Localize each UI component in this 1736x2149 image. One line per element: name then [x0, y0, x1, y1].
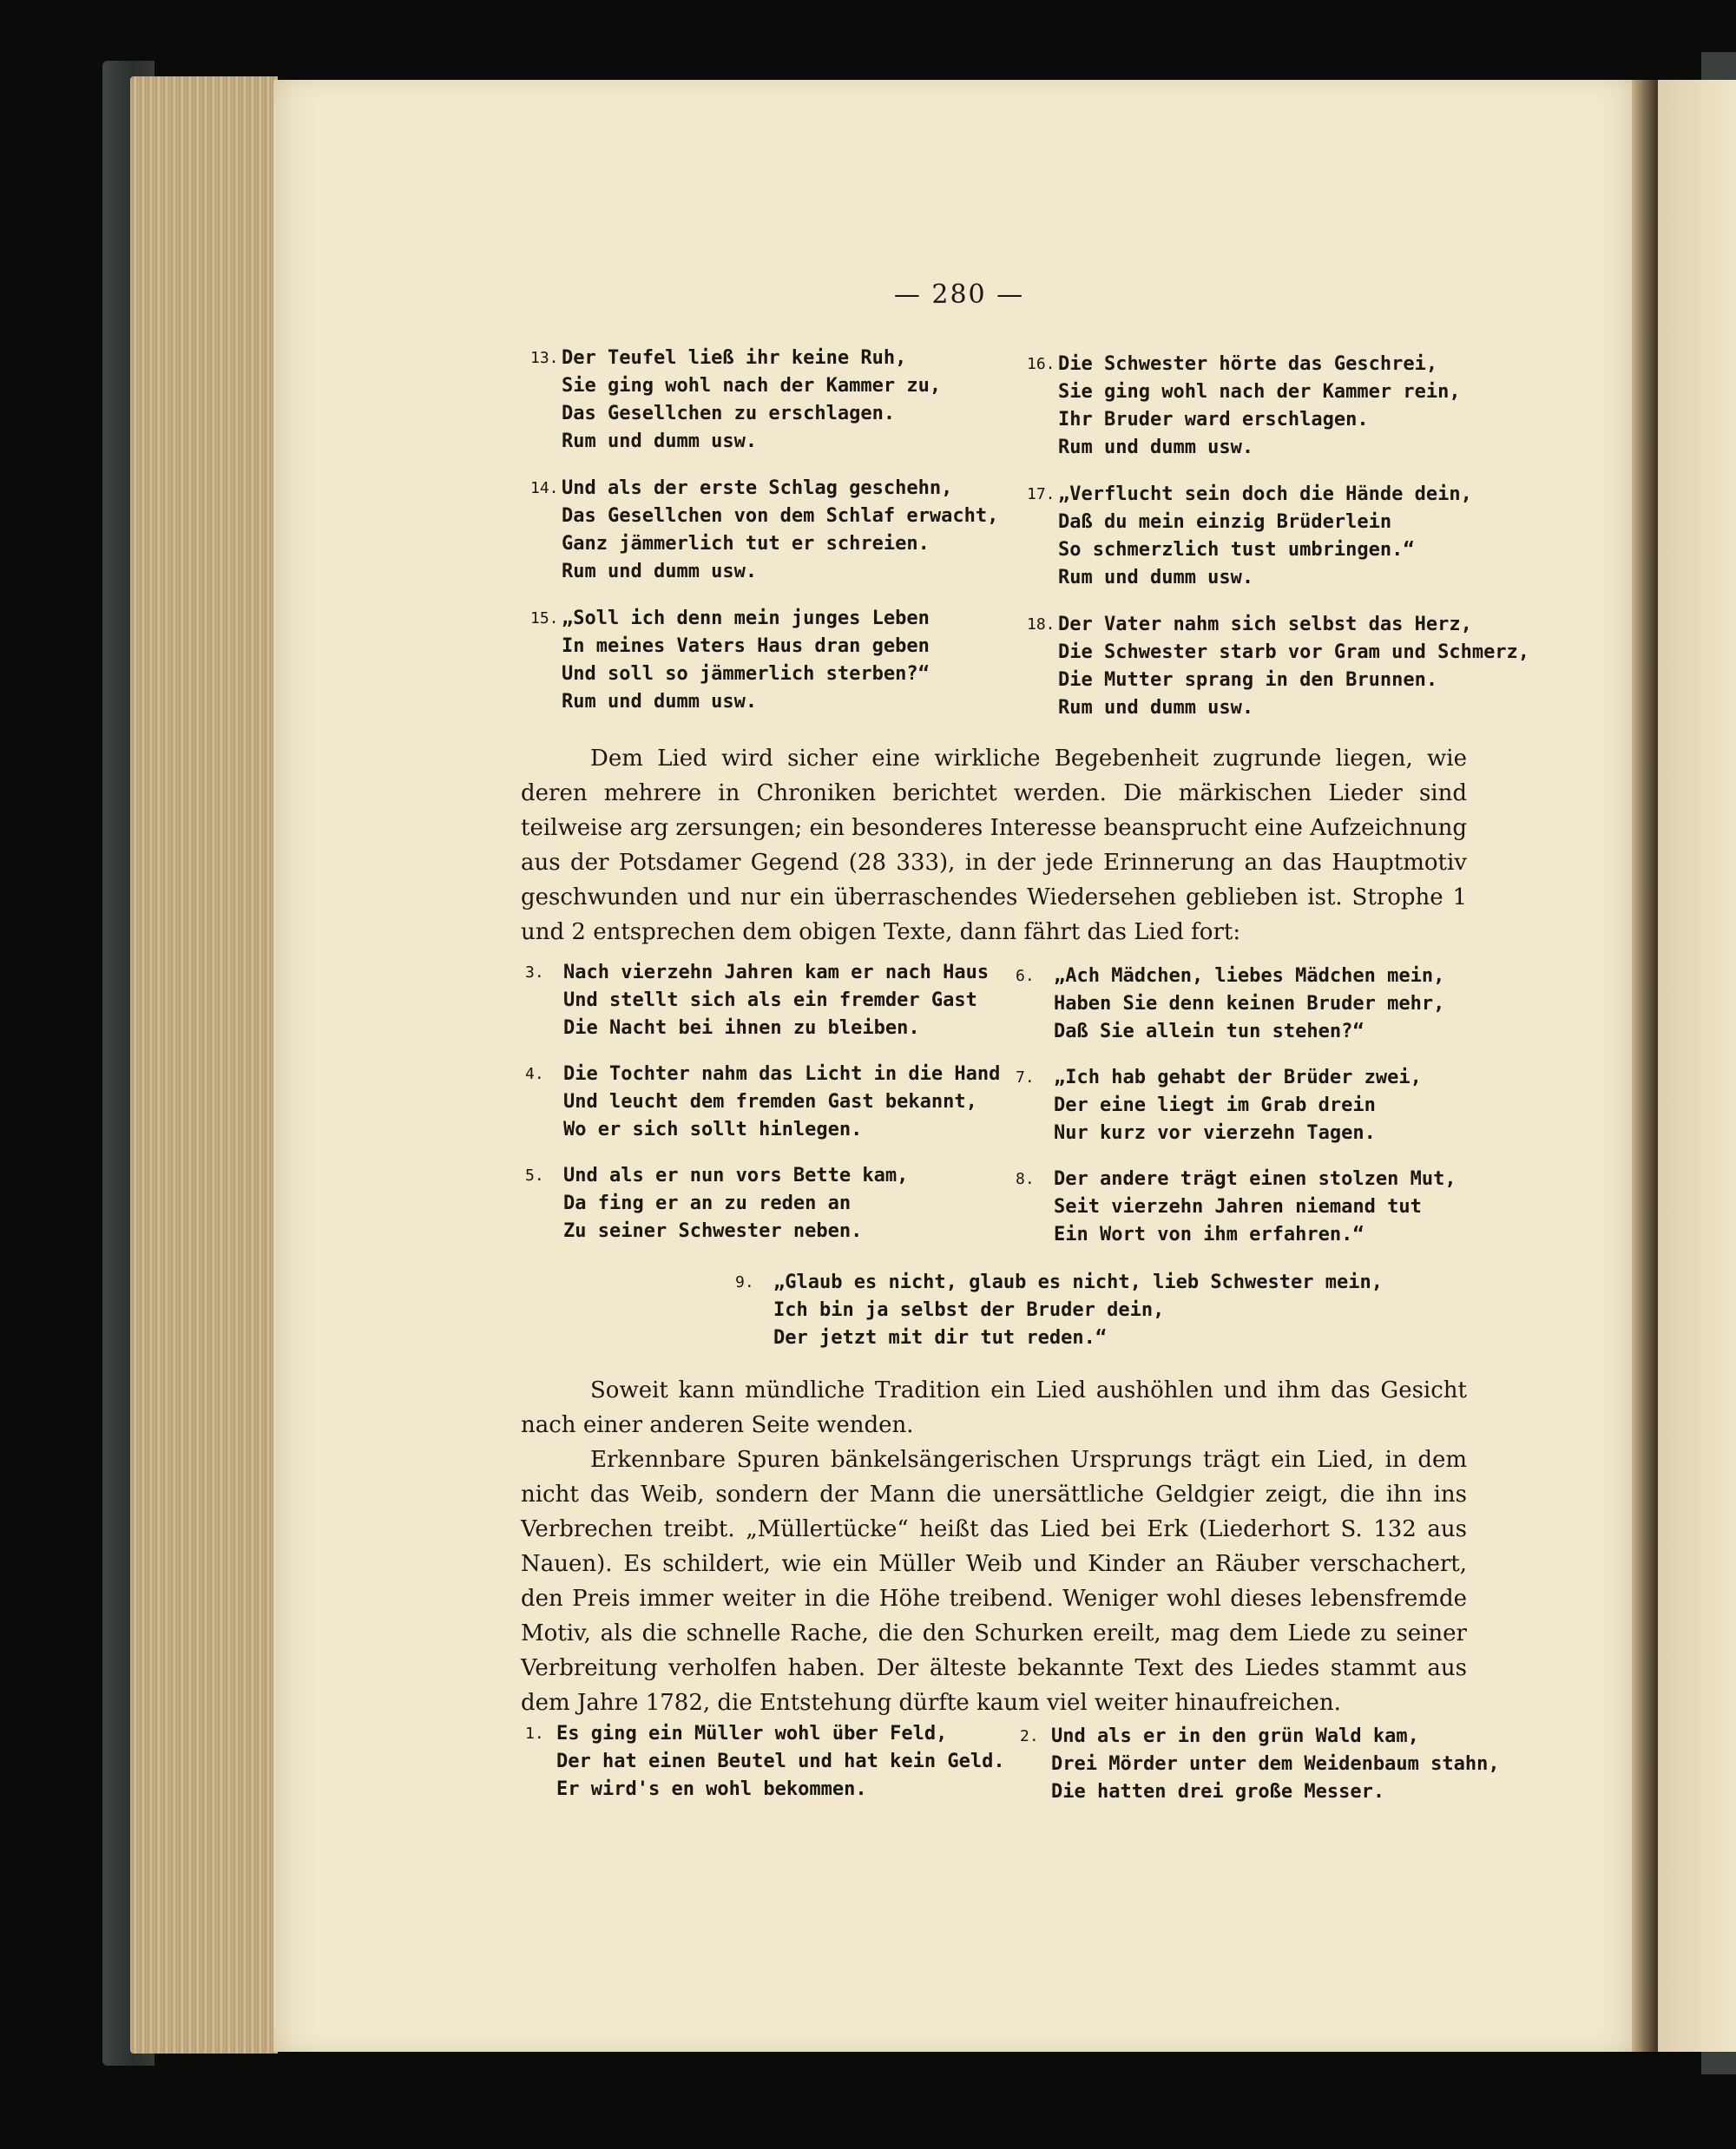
- verse-line: Rum und dumm usw.: [562, 561, 758, 582]
- paragraph-text: Dem Lied wird sicher eine wirkliche Begebenheit zugrunde liegen, wie deren mehrere in Chroniken berichtet werden. Die märkischen Lieder sind teilweise arg zersungen; ein besonderes Interesse beansprucht eine Aufzeichnung aus der Potsdamer Gegend (28 333), in der jede Erinnerung an das Hauptmotiv geschwunden und nur ein überraschendes Wiedersehen geblieben ist. Strophe 1 und 2 entsprechen dem obigen Texte, dann fährt das Lied fort:: [521, 746, 1467, 945]
- verse-line: Die Schwester starb vor Gram und Schmerz,: [1058, 641, 1530, 663]
- verse-line: Rum und dumm usw.: [562, 691, 758, 713]
- stanza-number: 8.: [1016, 1170, 1035, 1188]
- verse-line: Rum und dumm usw.: [1058, 567, 1254, 588]
- stanza-4: [525, 1061, 1011, 1144]
- verse-line: Wo er sich sollt hinlegen.: [563, 1119, 863, 1140]
- verse-line: Der hat einen Beutel und hat kein Geld.: [556, 1751, 1005, 1772]
- verse-line: Haben Sie denn keinen Bruder mehr,: [1054, 993, 1445, 1015]
- stanza-number: 9.: [735, 1273, 754, 1291]
- paragraph-3: [521, 1443, 1467, 1720]
- stanza-number: 5.: [525, 1167, 544, 1185]
- stanza-number: 6.: [1016, 967, 1035, 985]
- stanza-number: 4.: [525, 1065, 544, 1083]
- verse-line: Rum und dumm usw.: [1058, 697, 1254, 719]
- verse-line: „Soll ich denn mein junges Leben: [562, 608, 930, 629]
- stanza-number: 1.: [525, 1725, 544, 1743]
- stanza-number: 16.: [1027, 355, 1055, 373]
- verse-line: Nach vierzehn Jahren kam er nach Haus: [563, 962, 990, 983]
- verse-line: Und als der erste Schlag geschehn,: [562, 477, 953, 499]
- stanza-bottom-2: [1020, 1723, 1506, 1806]
- verse-line: Ein Wort von ihm erfahren.“: [1054, 1224, 1364, 1245]
- stanza-14: [530, 475, 1016, 586]
- page-edges: [130, 76, 278, 2054]
- verse-line: Das Gesellchen von dem Schlaf erwacht,: [562, 505, 999, 527]
- stanza-15: [530, 605, 1016, 716]
- stanza-13: [530, 345, 1016, 456]
- stanza-bottom-1: [525, 1720, 1011, 1804]
- page-number: — 280 —: [893, 279, 1025, 310]
- paragraph-1: [521, 741, 1467, 950]
- stanza-9: [735, 1269, 1383, 1352]
- stanza-5: [525, 1162, 1011, 1245]
- verse-line: So schmerzlich tust umbringen.“: [1058, 539, 1415, 561]
- stanza-7: [1016, 1064, 1502, 1147]
- verse-line: Die hatten drei große Messer.: [1051, 1781, 1385, 1803]
- paragraph-text: Erkennbare Spuren bänkelsängerischen Ursprungs trägt ein Lied, in dem nicht das Weib, sondern der Mann die unersättliche Geldgier zeigt, die ihn ins Verbrechen treibt. „Müllertücke“ heißt das Lied bei Erk (Liederhort S. 132 aus Nauen). Es schildert, wie ein Müller Weib und Kinder an Räuber verschachert, den Preis immer weiter in die Höhe treibend. Weniger wohl dieses lebensfremde Motiv, als die schnelle Rache, die den Schurken ereilt, mag dem Liede zu seiner Verbreitung verholfen haben. Der älteste bekannte Text des Liedes stammt aus dem Jahre 1782, die Entstehung dürfte kaum viel weiter hinaufreichen.: [521, 1447, 1467, 1716]
- verse-line: Und leucht dem fremden Gast bekannt,: [563, 1091, 977, 1113]
- verse-line: „Ach Mädchen, liebes Mädchen mein,: [1054, 965, 1445, 987]
- verse-line: „Ich hab gehabt der Brüder zwei,: [1054, 1067, 1422, 1088]
- stanza-8: [1016, 1166, 1502, 1249]
- verse-line: Der Vater nahm sich selbst das Herz,: [1058, 614, 1472, 635]
- verse-line: Die Schwester hörte das Geschrei,: [1058, 353, 1438, 375]
- stanza-number: 3.: [525, 963, 544, 982]
- stanza-number: 15.: [530, 609, 559, 628]
- verse-line: Der Teufel ließ ihr keine Ruh,: [562, 347, 907, 369]
- stanza-6: [1016, 963, 1502, 1046]
- stanza-number: 2.: [1020, 1727, 1039, 1745]
- verse-line: Sie ging wohl nach der Kammer zu,: [562, 375, 942, 397]
- paragraph-text: Soweit kann mündliche Tradition ein Lied aushöhlen und ihm das Gesicht nach einer anderen Seite wenden.: [521, 1377, 1467, 1438]
- verse-line: Der andere trägt einen stolzen Mut,: [1054, 1168, 1457, 1190]
- stanza-number: 7.: [1016, 1068, 1035, 1087]
- verse-line: Daß Sie allein tun stehen?“: [1054, 1021, 1364, 1042]
- book-page: [273, 80, 1645, 2052]
- verse-line: Der eine liegt im Grab drein: [1054, 1094, 1376, 1116]
- verse-line: Ich bin ja selbst der Bruder dein,: [773, 1299, 1165, 1321]
- stanza-18: [1027, 611, 1530, 722]
- stanza-number: 18.: [1027, 615, 1055, 634]
- verse-line: Und stellt sich als ein fremder Gast: [563, 989, 977, 1011]
- facing-page: [1656, 80, 1736, 2052]
- verse-line: Seit vierzehn Jahren niemand tut: [1054, 1196, 1422, 1218]
- verse-line: Und als er in den grün Wald kam,: [1051, 1725, 1419, 1747]
- verse-line: Die Mutter sprang in den Brunnen.: [1058, 669, 1438, 691]
- verse-line: Zu seiner Schwester neben.: [563, 1220, 863, 1242]
- verse-line: Drei Mörder unter dem Weidenbaum stahn,: [1051, 1753, 1500, 1775]
- verse-line: Und soll so jämmerlich sterben?“: [562, 663, 930, 685]
- stanza-number: 13.: [530, 349, 559, 367]
- verse-line: In meines Vaters Haus dran geben: [562, 635, 930, 657]
- verse-line: „Verflucht sein doch die Hände dein,: [1058, 483, 1472, 505]
- verse-line: Rum und dumm usw.: [562, 430, 758, 452]
- stanza-number: 17.: [1027, 485, 1055, 503]
- verse-line: Ihr Bruder ward erschlagen.: [1058, 409, 1369, 430]
- verse-line: Da fing er an zu reden an: [563, 1193, 852, 1214]
- stanza-number: 14.: [530, 479, 559, 497]
- verse-line: Nur kurz vor vierzehn Tagen.: [1054, 1122, 1376, 1144]
- verse-line: Die Nacht bei ihnen zu bleiben.: [563, 1017, 920, 1039]
- paragraph-2: [521, 1373, 1467, 1443]
- stanza-16: [1027, 351, 1513, 462]
- verse-line: Es ging ein Müller wohl über Feld,: [556, 1723, 948, 1745]
- verse-line: Er wird's en wohl bekommen.: [556, 1778, 867, 1800]
- verse-line: Die Tochter nahm das Licht in die Hand: [563, 1063, 1001, 1085]
- verse-line: Sie ging wohl nach der Kammer rein,: [1058, 381, 1461, 403]
- book-gutter: [1632, 80, 1658, 2052]
- verse-line: Daß du mein einzig Brüderlein: [1058, 511, 1392, 533]
- verse-line: Das Gesellchen zu erschlagen.: [562, 403, 896, 424]
- stanza-17: [1027, 481, 1513, 592]
- verse-line: Rum und dumm usw.: [1058, 437, 1254, 458]
- verse-line: Der jetzt mit dir tut reden.“: [773, 1327, 1108, 1349]
- verse-line: Und als er nun vors Bette kam,: [563, 1165, 909, 1186]
- verse-line: Ganz jämmerlich tut er schreien.: [562, 533, 930, 555]
- verse-line: „Glaub es nicht, glaub es nicht, lieb Schwester mein,: [773, 1272, 1383, 1293]
- stanza-3: [525, 959, 1011, 1042]
